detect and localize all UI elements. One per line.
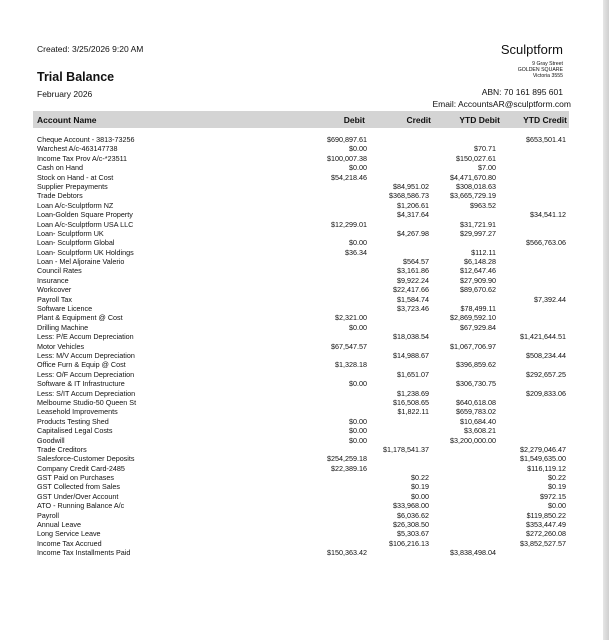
account-name: GST Paid on Purchases [37,473,114,483]
account-name: Loan A/c-Sculptform USA LLC [37,219,134,229]
table-row [0,220,609,229]
account-name: Long Service Leave [37,529,101,539]
credit-cell: $368,586.73 [389,191,429,201]
ytd-debit-cell: $1,067,706.97 [450,341,496,351]
account-name: Payroll [37,510,59,520]
debit-cell: $0.00 [349,379,367,389]
table-row [0,511,609,520]
credit-cell: $564.57 [403,257,429,267]
report-period: February 2026 [37,89,93,99]
ytd-credit-cell: $1,421,644.51 [520,332,566,342]
account-name: Workcover [37,285,72,295]
debit-cell: $690,897.61 [327,135,367,144]
company-address [518,61,563,79]
ytd-debit-cell: $306,730.75 [456,379,496,389]
ytd-credit-cell: $7,392.44 [534,294,566,304]
table-header [33,111,569,128]
debit-cell: $67,547.57 [331,341,367,351]
account-name: GST Collected from Sales [37,482,120,492]
credit-cell: $1,651.07 [397,369,429,379]
table-row [0,342,609,351]
table-row [0,229,609,238]
table-row [0,464,609,473]
account-name: Melbourne Studio-50 Queen St [37,397,137,407]
table-row [0,407,609,416]
account-name: Plant & Equipment @ Cost [37,313,123,323]
table-row [0,492,609,501]
account-name: Income Tax Prov A/c-*23511 [37,153,128,163]
credit-cell: $0.22 [411,473,429,483]
account-name: Capitalised Legal Costs [37,426,113,436]
ytd-debit-cell: $78,499.11 [460,304,496,314]
table-row [0,332,609,341]
table-row [0,163,609,172]
ytd-debit-cell: $659,783.02 [456,407,496,417]
table-row [0,548,609,557]
ytd-credit-cell: $566,763.06 [526,238,566,248]
ytd-debit-cell: $308,018.63 [456,181,496,191]
table-row [0,482,609,491]
account-name: Supplier Prepayments [37,181,108,191]
ytd-credit-cell: $34,541.12 [530,210,566,220]
account-name: Cheque Account - 3813-73256 [37,135,135,144]
credit-cell: $4,267.98 [397,228,429,238]
ytd-debit-cell: $3,665,729.19 [450,191,496,201]
account-name: Cash on Hand [37,163,83,173]
debit-cell: $100,007.38 [327,153,367,163]
table-row [0,351,609,360]
ytd-debit-cell: $640,618.08 [456,397,496,407]
table-row [0,285,609,294]
ytd-credit-cell: $119,850.22 [526,510,566,520]
ytd-debit-cell: $3,608.21 [464,426,496,436]
debit-cell: $0.00 [349,163,367,173]
company-name: Sculptform [500,42,563,57]
ytd-debit-cell: $31,721.91 [460,219,496,229]
account-name: Loan A/c-Sculptform NZ [37,200,114,210]
ytd-credit-cell: $508,234.44 [526,350,566,360]
account-name: Annual Leave [37,520,81,530]
debit-cell: $22,389.16 [331,463,367,473]
account-name: Less: M/V Accum Depreciation [37,350,135,360]
ytd-debit-cell: $67,929.84 [460,322,496,332]
account-name: Council Rates [37,266,82,276]
table-row [0,135,609,144]
ytd-debit-cell: $70.71 [474,144,496,154]
table-row [0,379,609,388]
company-email: Email: AccountsAR@sculptform.com [432,99,571,109]
account-name: Loan- Sculptform UK Holdings [37,247,134,257]
debit-cell: $0.00 [349,426,367,436]
ytd-credit-cell: $0.22 [548,473,566,483]
table-row [0,501,609,510]
debit-cell: $54,218.46 [331,172,367,182]
table-row [0,304,609,313]
debit-cell: $2,321.00 [335,313,367,323]
debit-cell: $36.34 [345,247,367,257]
table-row [0,417,609,426]
account-name: Less: O/F Accum Depreciation [37,369,135,379]
ytd-credit-cell: $1,549,635.00 [520,454,566,464]
header-ytd-credit: YTD Credit [523,115,567,125]
account-name: Payroll Tax [37,294,73,304]
credit-cell: $9,922.24 [397,275,429,285]
ytd-credit-cell: $0.19 [548,482,566,492]
ytd-debit-cell: $12,647.46 [460,266,496,276]
header-ytd-debit: YTD Debit [459,115,500,125]
account-name: Loan- Sculptform UK [37,228,104,238]
table-row [0,360,609,369]
ytd-debit-cell: $3,838,498.04 [450,548,496,558]
header-credit: Credit [406,115,431,125]
debit-cell: $0.00 [349,238,367,248]
table-row [0,144,609,153]
table-row [0,276,609,285]
credit-cell: $4,317.64 [397,210,429,220]
company-abn: ABN: 70 161 895 601 [481,87,563,97]
debit-cell: $1,328.18 [335,360,367,370]
table-row [0,473,609,482]
account-name: Goodwill [37,435,65,445]
ytd-debit-cell: $963.52 [470,200,496,210]
table-row [0,529,609,538]
table-row [0,201,609,210]
credit-cell: $1,584.74 [397,294,429,304]
table-row [0,520,609,529]
ytd-credit-cell: $653,501.41 [526,135,566,144]
table-row [0,257,609,266]
ytd-debit-cell: $10,684.40 [460,416,496,426]
account-name: Leasehold Improvements [37,407,118,417]
table-row [0,191,609,200]
debit-cell: $0.00 [349,144,367,154]
credit-cell: $14,988.67 [393,350,429,360]
account-name: Drilling Machine [37,322,89,332]
table-row [0,266,609,275]
account-name: Trade Debtors [37,191,83,201]
ytd-debit-cell: $112.11 [471,247,496,257]
ytd-credit-cell: $3,852,527.57 [520,538,566,548]
ytd-credit-cell: $353,447.49 [526,520,566,530]
header-debit: Debit [343,115,365,125]
account-name: Products Testing Shed [37,416,109,426]
debit-cell: $0.00 [349,322,367,332]
created-timestamp: Created: 3/25/2026 9:20 AM [37,44,144,54]
address-line: GOLDEN SQUARE [517,67,563,73]
account-name: Software Licence [37,304,93,314]
credit-cell: $5,303.67 [397,529,429,539]
table-row [0,295,609,304]
credit-cell: $33,968.00 [393,501,429,511]
credit-cell: $1,238.69 [397,388,429,398]
table-row [0,389,609,398]
address-line: 9 Gray Street [532,61,563,67]
account-name: GST Under/Over Account [37,491,119,501]
table-row [0,323,609,332]
ytd-debit-cell: $27,909.90 [460,275,496,285]
ytd-credit-cell: $0.00 [548,501,566,511]
credit-cell: $16,508.65 [393,397,429,407]
report-title: Trial Balance [37,70,115,84]
table-row [0,398,609,407]
account-name: Salesforce-Customer Deposits [37,454,135,464]
table-row [0,173,609,182]
table-row [0,370,609,379]
ytd-credit-cell: $2,279,046.47 [520,444,566,454]
table-row [0,210,609,219]
debit-cell: $0.00 [349,416,367,426]
credit-cell: $84,951.02 [393,181,429,191]
account-name: Software & IT Infrastructure [37,379,125,389]
ytd-debit-cell: $29,997.27 [460,228,496,238]
account-name: Trade Creditors [37,444,87,454]
trial-balance-table [0,135,609,558]
credit-cell: $18,038.54 [393,332,429,342]
credit-cell: $106,216.13 [389,538,429,548]
ytd-credit-cell: $116,119.12 [527,463,566,473]
account-name: Income Tax Accrued [37,538,102,548]
ytd-credit-cell: $972.15 [540,491,566,501]
ytd-debit-cell: $3,200,000.00 [450,435,496,445]
credit-cell: $22,417.66 [393,285,429,295]
ytd-credit-cell: $272,260.08 [526,529,566,539]
account-name: Loan- Sculptform Global [37,238,115,248]
table-row [0,238,609,247]
account-name: Loan-Golden Square Property [37,210,133,220]
account-name: Less: P/E Accum Depreciation [37,332,134,342]
account-name: Insurance [37,275,69,285]
credit-cell: $0.19 [411,482,429,492]
debit-cell: $0.00 [349,435,367,445]
account-name: Company Credit Card-2485 [37,463,125,473]
table-row [0,539,609,548]
debit-cell: $150,363.42 [327,548,367,558]
table-row [0,426,609,435]
credit-cell: $3,161.86 [397,266,429,276]
debit-cell: $12,299.01 [331,219,367,229]
ytd-debit-cell: $89,670.62 [460,285,496,295]
ytd-credit-cell: $292,657.25 [526,369,566,379]
table-row [0,445,609,454]
account-name: ATO - Running Balance A/c [37,501,125,511]
debit-cell: $254,259.18 [327,454,367,464]
address-line: Victoria 3555 [532,73,563,79]
account-name: Warchest A/c-463147738 [37,144,118,154]
ytd-debit-cell: $2,869,592.10 [450,313,496,323]
ytd-debit-cell: $6,148.28 [464,257,496,267]
ytd-debit-cell: $150,027.61 [456,153,496,163]
credit-cell: $3,723.46 [397,304,429,314]
table-row [0,154,609,163]
credit-cell: $26,308.50 [393,520,429,530]
table-row [0,182,609,191]
account-name: Stock on Hand - at Cost [37,172,114,182]
credit-cell: $6,036.62 [397,510,429,520]
account-name: Office Furn & Equip @ Cost [37,360,126,370]
table-row [0,454,609,463]
account-name: Motor Vehicles [37,341,85,351]
table-row [0,313,609,322]
ytd-debit-cell: $7.00 [478,163,496,173]
ytd-debit-cell: $396,859.62 [456,360,496,370]
ytd-credit-cell: $209,833.06 [526,388,566,398]
credit-cell: $1,178,541.37 [383,444,429,454]
table-row [0,248,609,257]
header-account-name: Account Name [37,115,97,125]
table-row [0,436,609,445]
credit-cell: $1,822.11 [397,407,429,417]
account-name: Income Tax Installments Paid [37,548,131,558]
account-name: Loan - Mel Aljoraine Valerio [37,257,125,267]
ytd-debit-cell: $4,471,670.80 [450,172,496,182]
credit-cell: $1,206.61 [397,200,429,210]
credit-cell: $0.00 [411,491,429,501]
account-name: Less: S/IT Accum Depreciation [37,388,136,398]
